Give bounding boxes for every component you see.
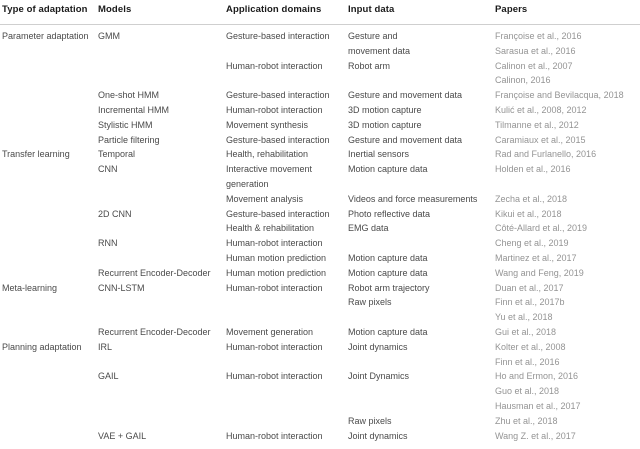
paper-citation: Holden et al., 2016 xyxy=(495,164,571,175)
application-domain-cell: Interactive movement xyxy=(226,164,313,175)
model-cell: One-shot HMM xyxy=(98,90,160,101)
table-row xyxy=(0,221,640,236)
input-data-cell: Gesture and xyxy=(348,31,398,41)
application-domain-cell: Gesture-based interaction xyxy=(226,134,330,145)
model-cell: RNN xyxy=(98,238,118,249)
table-row xyxy=(0,236,640,251)
model-cell: Recurrent Encoder-Decoder xyxy=(98,326,211,337)
paper-citation: Zecha et al., 2018 xyxy=(495,193,568,204)
table-row xyxy=(0,266,640,281)
application-domain-cell: Human-robot interaction xyxy=(226,104,323,115)
model-cell: Incremental HMM xyxy=(98,104,170,115)
input-data-cell: Joint Dynamics xyxy=(348,371,410,382)
paper-citation: Zhu et al., 2018 xyxy=(495,415,558,426)
input-data-cell: Raw pixels xyxy=(348,297,392,308)
model-cell: Stylistic HMM xyxy=(98,119,153,130)
column-header-papers: Papers xyxy=(495,4,528,15)
table-row xyxy=(0,310,640,325)
table-row xyxy=(0,355,640,370)
type-of-adaptation-cell: Transfer learning xyxy=(2,149,70,160)
paper-citation: Françoise and Bevilacqua, 2018 xyxy=(495,90,624,101)
model-cell: GMM xyxy=(98,31,120,41)
application-domain-cell: Human-robot interaction xyxy=(226,238,323,249)
paper-citation: Caramiaux et al., 2015 xyxy=(495,134,586,145)
paper-citation: Rad and Furlanello, 2016 xyxy=(495,149,597,160)
paper-citation: Finn et al., 2017b xyxy=(495,297,565,308)
model-cell: 2D CNN xyxy=(98,208,132,219)
input-data-cell: Joint dynamics xyxy=(348,430,408,441)
paper-citation: Sarasua et al., 2016 xyxy=(495,45,576,56)
application-domain-cell: Human-robot interaction xyxy=(226,371,323,382)
table-row xyxy=(0,325,640,340)
paper-citation: Wang and Feng, 2019 xyxy=(495,267,584,278)
application-domain-cell: Human-robot interaction xyxy=(226,430,323,441)
table-row xyxy=(0,369,640,384)
application-domain-cell: Human motion prediction xyxy=(226,267,327,278)
paper-citation: Calinon, 2016 xyxy=(495,75,551,86)
input-data-cell: Motion capture data xyxy=(348,267,428,278)
model-cell: Particle filtering xyxy=(98,134,160,145)
model-cell: CNN-LSTM xyxy=(98,282,145,293)
table-row xyxy=(0,44,640,59)
column-header-application-domains: Application domains xyxy=(226,4,322,15)
input-data-cell: Gesture and movement data xyxy=(348,90,463,101)
table-row xyxy=(0,73,640,88)
column-header-type-of-adaptation: Type of adaptation xyxy=(2,4,88,15)
model-cell: Recurrent Encoder-Decoder xyxy=(98,267,211,278)
input-data-cell: Robot arm trajectory xyxy=(348,282,430,293)
model-cell: IRL xyxy=(98,341,113,352)
paper-citation: Martinez et al., 2017 xyxy=(495,252,577,263)
application-domain-cell: Health, rehabilitation xyxy=(226,149,309,160)
application-domain-cell: Movement generation xyxy=(226,326,314,337)
input-data-cell: EMG data xyxy=(348,223,389,234)
table-row xyxy=(0,384,640,399)
paper-citation: Ho and Ermon, 2016 xyxy=(495,371,579,382)
application-domain-cell: Health & rehabilitation xyxy=(226,223,315,234)
input-data-cell: Joint dynamics xyxy=(348,341,408,352)
table-row xyxy=(0,103,640,118)
input-data-cell: Motion capture data xyxy=(348,164,428,175)
model-cell: CNN xyxy=(98,164,118,175)
paper-citation: Duan et al., 2017 xyxy=(495,282,564,293)
table-row xyxy=(0,133,640,148)
table-row xyxy=(0,118,640,133)
input-data-cell: Motion capture data xyxy=(348,252,428,263)
table-row xyxy=(0,281,640,296)
paper-citation: Calinon et al., 2007 xyxy=(495,60,573,71)
input-data-cell: 3D motion capture xyxy=(348,104,422,115)
input-data-cell: 3D motion capture xyxy=(348,119,422,130)
table-row xyxy=(0,29,640,44)
table-row xyxy=(0,414,640,429)
input-data-cell: Gesture and movement data xyxy=(348,134,463,145)
model-cell: VAE + GAIL xyxy=(98,430,147,441)
paper-citation: Kolter et al., 2008 xyxy=(495,341,566,352)
table-row xyxy=(0,429,640,444)
paper-citation: Kikui et al., 2018 xyxy=(495,208,562,219)
paper-citation: Finn et al., 2016 xyxy=(495,356,560,367)
application-domain-cell: Gesture-based interaction xyxy=(226,31,330,41)
table-body xyxy=(0,25,640,449)
table-row xyxy=(0,59,640,74)
paper-citation: Hausman et al., 2017 xyxy=(495,400,581,411)
input-data-cell: Photo reflective data xyxy=(348,208,431,219)
paper-citation: Yu et al., 2018 xyxy=(495,312,553,323)
table-row xyxy=(0,147,640,162)
paper-citation: Françoise et al., 2016 xyxy=(495,31,582,41)
table-row xyxy=(0,251,640,266)
model-cell: Temporal xyxy=(98,149,136,160)
column-header-models: Models xyxy=(98,4,132,15)
application-domain-cell: Movement synthesis xyxy=(226,119,309,130)
type-of-adaptation-cell: Parameter adaptation xyxy=(2,31,89,41)
table-row xyxy=(0,295,640,310)
input-data-cell: Raw pixels xyxy=(348,415,392,426)
column-header-input-data: Input data xyxy=(348,4,395,15)
table-row xyxy=(0,162,640,177)
paper-citation: Wang Z. et al., 2017 xyxy=(495,430,576,441)
application-domain-cell: Human-robot interaction xyxy=(226,60,323,71)
application-domain-cell: Human motion prediction xyxy=(226,252,327,263)
table-row xyxy=(0,192,640,207)
paper-citation: Tilmanne et al., 2012 xyxy=(495,119,579,130)
input-data-cell: Motion capture data xyxy=(348,326,428,337)
application-domain-cell: Movement analysis xyxy=(226,193,304,204)
input-data-cell: Videos and force measurements xyxy=(348,193,478,204)
paper-citation: Guo et al., 2018 xyxy=(495,386,560,397)
application-domain-cell: generation xyxy=(226,178,269,189)
table-row xyxy=(0,177,640,192)
application-domain-cell: Gesture-based interaction xyxy=(226,208,330,219)
type-of-adaptation-cell: Planning adaptation xyxy=(2,341,82,352)
paper-citation: Cheng et al., 2019 xyxy=(495,238,569,249)
application-domain-cell: Human-robot interaction xyxy=(226,282,323,293)
paper-citation: Gui et al., 2018 xyxy=(495,326,557,337)
table-row xyxy=(0,88,640,103)
table-row xyxy=(0,399,640,414)
input-data-cell: movement data xyxy=(348,45,411,56)
table-row xyxy=(0,340,640,355)
paper-citation: Kulić et al., 2008, 2012 xyxy=(495,104,587,115)
paper-citation: Côté-Allard et al., 2019 xyxy=(495,223,588,234)
application-domain-cell: Human-robot interaction xyxy=(226,341,323,352)
input-data-cell: Robot arm xyxy=(348,60,391,71)
application-domain-cell: Gesture-based interaction xyxy=(226,90,330,101)
type-of-adaptation-cell: Meta-learning xyxy=(2,282,58,293)
model-cell: GAIL xyxy=(98,371,119,382)
table-header-row xyxy=(0,0,640,25)
table-row xyxy=(0,207,640,222)
input-data-cell: Inertial sensors xyxy=(348,149,410,160)
